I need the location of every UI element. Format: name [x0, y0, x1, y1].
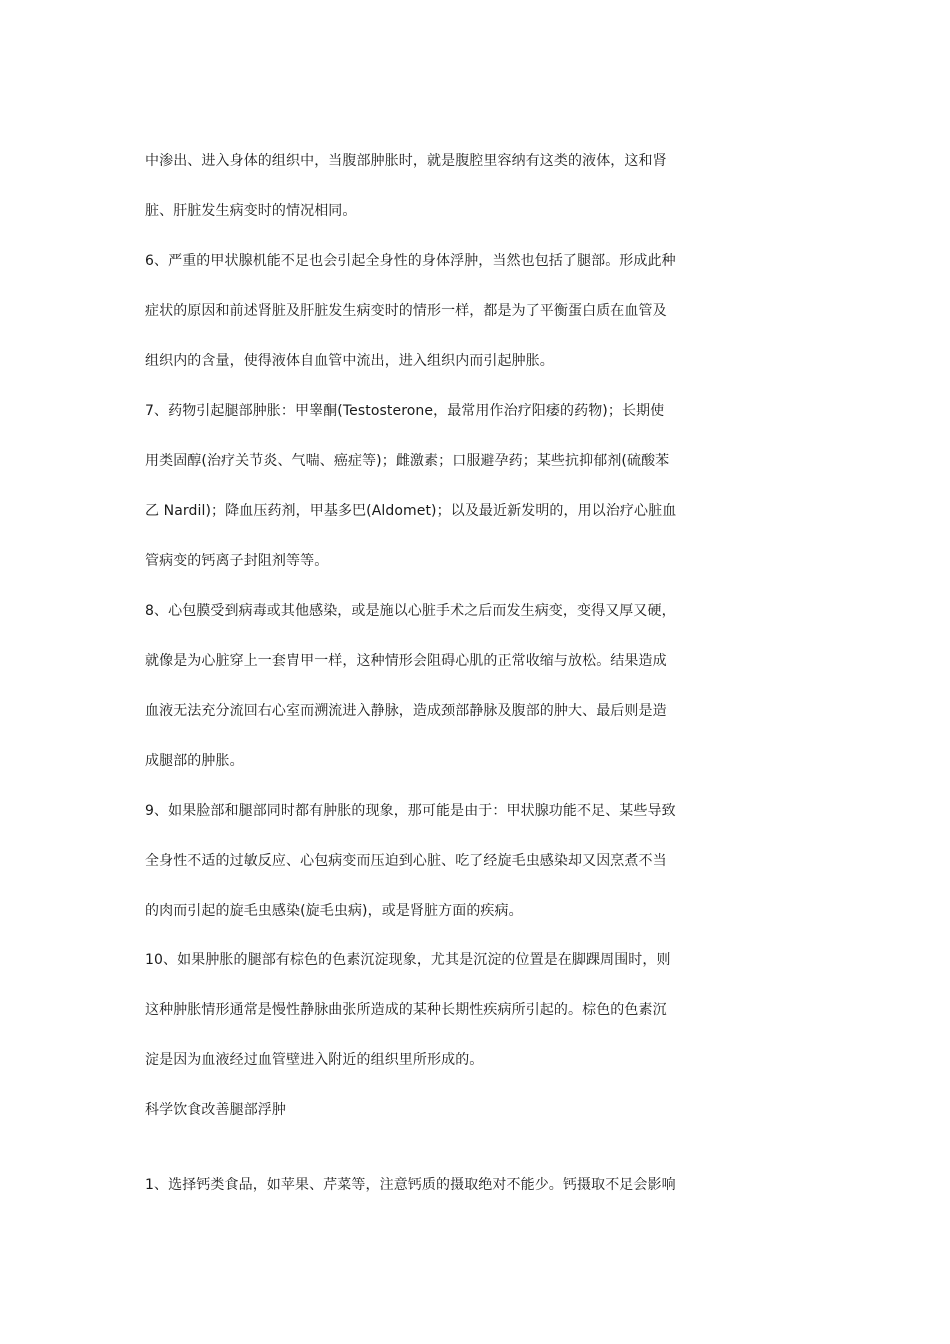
text-line: 的肉而引起的旋毛虫感染(旋毛虫病)，或是肾脏方面的疾病。	[145, 903, 523, 919]
text-line: 组织内的含量，使得液体自血管中流出，进入组织内而引起肿胀。	[145, 353, 554, 369]
text-line: 症状的原因和前述肾脏及肝脏发生病变时的情形一样，都是为了平衡蛋白质在血管及	[145, 303, 667, 319]
text-line: 7、药物引起腿部肿胀：甲睾酮(Testosterone，最常用作治疗阳痿的药物)；长期使	[145, 403, 665, 419]
text-line: 6、严重的甲状腺机能不足也会引起全身性的身体浮肿，当然也包括了腿部。形成此种	[145, 253, 676, 269]
text-line: 全身性不适的过敏反应、心包病变而压迫到心脏、吃了经旋毛虫感染却又因烹煮不当	[145, 853, 667, 869]
section-heading: 科学饮食改善腿部浮肿	[145, 1102, 286, 1118]
text-line: 中渗出、进入身体的组织中，当腹部肿胀时，就是腹腔里容纳有这类的液体，这和肾	[145, 153, 667, 169]
text-line: 血液无法充分流回右心室而溯流进入静脉，造成颈部静脉及腹部的肿大、最后则是造	[145, 703, 667, 719]
text-line: 就像是为心脏穿上一套胄甲一样，这种情形会阻碍心肌的正常收缩与放松。结果造成	[145, 653, 667, 669]
text-line: 8、心包膜受到病毒或其他感染，或是施以心脏手术之后而发生病变，变得又厚又硬，	[145, 603, 676, 619]
text-line: 乙 Nardil)；降血压药剂，甲基多巴(Aldomet)；以及最近新发明的，用以治疗心脏血	[145, 503, 677, 519]
text-line: 10、如果肿胀的腿部有棕色的色素沉淀现象，尤其是沉淀的位置是在脚踝周围时，则	[145, 952, 671, 968]
text-line: 1、选择钙类食品，如苹果、芹菜等，注意钙质的摄取绝对不能少。钙摄取不足会影响	[145, 1177, 676, 1193]
text-line: 这种肿胀情形通常是慢性静脉曲张所造成的某种长期性疾病所引起的。棕色的色素沉	[145, 1002, 667, 1018]
text-line: 淀是因为血液经过血管壁进入附近的组织里所形成的。	[145, 1052, 484, 1068]
text-line: 9、如果脸部和腿部同时都有肿胀的现象，那可能是由于：甲状腺功能不足、某些导致	[145, 803, 676, 819]
text-line: 脏、肝脏发生病变时的情况相同。	[145, 203, 357, 219]
text-line: 成腿部的肿胀。	[145, 753, 244, 769]
text-line: 管病变的钙离子封阻剂等等。	[145, 553, 329, 569]
text-line: 用类固醇(治疗关节炎、气喘、癌症等)；雌激素；口服避孕药；某些抗抑郁剂(硫酸苯	[145, 453, 670, 469]
